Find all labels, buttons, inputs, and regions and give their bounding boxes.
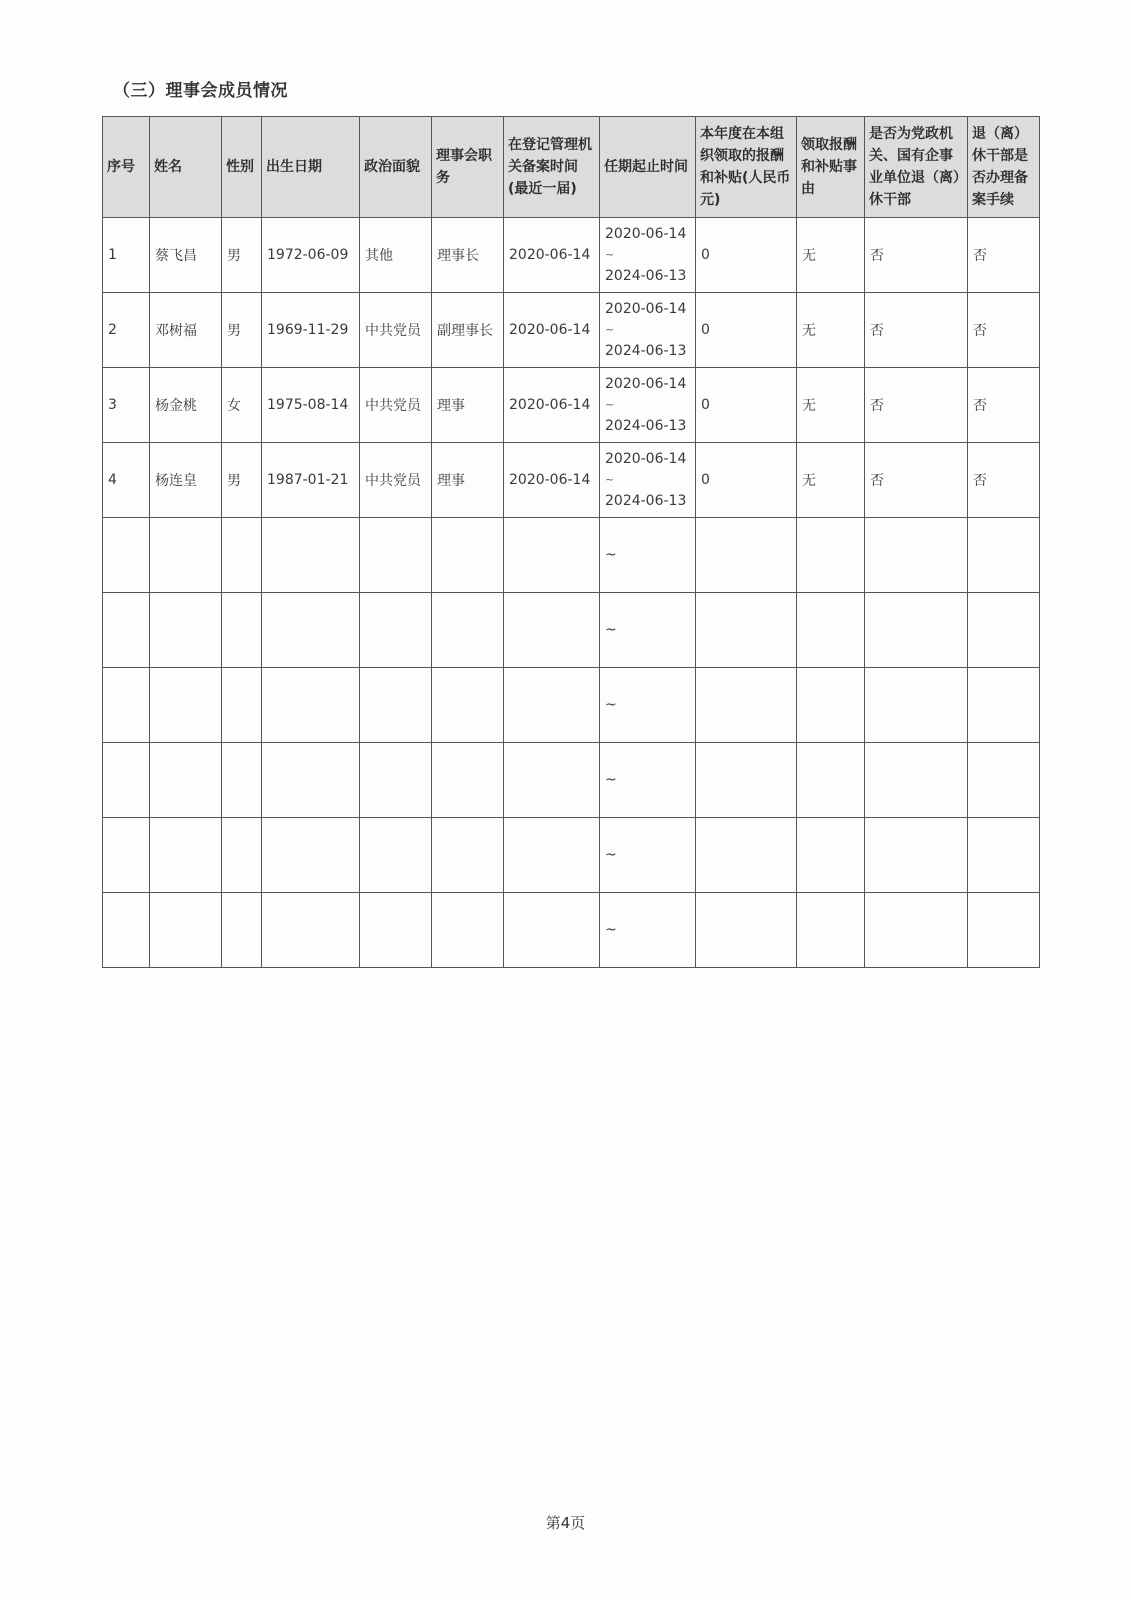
empty-cell bbox=[968, 818, 1040, 893]
empty-cell bbox=[360, 668, 432, 743]
empty-cell bbox=[865, 668, 968, 743]
cell-pay: 0 bbox=[696, 368, 797, 443]
section-title: （三）理事会成员情况 bbox=[113, 81, 288, 101]
empty-cell bbox=[696, 518, 797, 593]
cell-reason: 无 bbox=[797, 218, 865, 293]
cell-pay: 0 bbox=[696, 293, 797, 368]
cell-seq: 4 bbox=[103, 443, 150, 518]
cell-name: 杨连皇 bbox=[150, 443, 222, 518]
empty-table-row bbox=[103, 668, 1040, 743]
empty-cell bbox=[360, 893, 432, 968]
cell-filed: 否 bbox=[968, 368, 1040, 443]
cell-name: 蔡飞昌 bbox=[150, 218, 222, 293]
empty-cell bbox=[150, 818, 222, 893]
cell-filed: 否 bbox=[968, 443, 1040, 518]
empty-cell bbox=[262, 893, 360, 968]
cell-filed: 否 bbox=[968, 218, 1040, 293]
cell-birth: 1969-11-29 bbox=[262, 293, 360, 368]
header-politics: 政治面貌 bbox=[360, 117, 432, 218]
cell-name: 杨金桃 bbox=[150, 368, 222, 443]
term-end: 2024-06-13 bbox=[605, 343, 687, 359]
empty-cell bbox=[103, 593, 150, 668]
empty-cell bbox=[432, 593, 504, 668]
empty-cell bbox=[696, 743, 797, 818]
empty-term-cell: ~ bbox=[600, 593, 696, 668]
empty-cell bbox=[150, 668, 222, 743]
empty-cell bbox=[222, 668, 262, 743]
cell-filing: 2020-06-14 bbox=[504, 443, 600, 518]
empty-cell bbox=[360, 593, 432, 668]
board-members-table bbox=[102, 116, 1040, 968]
cell-gender: 女 bbox=[222, 368, 262, 443]
empty-term-cell: ~ bbox=[600, 893, 696, 968]
cell-position: 理事 bbox=[432, 368, 504, 443]
empty-cell bbox=[222, 518, 262, 593]
cell-term bbox=[600, 293, 696, 368]
empty-cell bbox=[262, 518, 360, 593]
empty-cell bbox=[797, 743, 865, 818]
cell-retired: 否 bbox=[865, 218, 968, 293]
term-start: 2020-06-14 bbox=[605, 301, 687, 317]
empty-cell bbox=[696, 593, 797, 668]
empty-cell bbox=[504, 668, 600, 743]
empty-term-cell: ~ bbox=[600, 668, 696, 743]
empty-cell bbox=[865, 593, 968, 668]
empty-cell bbox=[504, 593, 600, 668]
empty-cell bbox=[222, 818, 262, 893]
cell-politics: 其他 bbox=[360, 218, 432, 293]
header-seq: 序号 bbox=[103, 117, 150, 218]
empty-cell bbox=[696, 893, 797, 968]
cell-gender: 男 bbox=[222, 218, 262, 293]
empty-cell bbox=[103, 818, 150, 893]
term-start: 2020-06-14 bbox=[605, 226, 687, 242]
empty-cell bbox=[797, 593, 865, 668]
empty-cell bbox=[797, 893, 865, 968]
empty-term-cell: ~ bbox=[600, 518, 696, 593]
cell-reason: 无 bbox=[797, 368, 865, 443]
empty-table-row bbox=[103, 818, 1040, 893]
cell-birth: 1975-08-14 bbox=[262, 368, 360, 443]
header-filed: 退（离）休干部是否办理备案手续 bbox=[968, 117, 1040, 218]
empty-cell bbox=[696, 668, 797, 743]
empty-cell bbox=[797, 668, 865, 743]
empty-cell bbox=[222, 743, 262, 818]
empty-cell bbox=[360, 818, 432, 893]
empty-cell bbox=[797, 818, 865, 893]
cell-retired: 否 bbox=[865, 293, 968, 368]
cell-reason: 无 bbox=[797, 293, 865, 368]
empty-cell bbox=[432, 818, 504, 893]
term-end: 2024-06-13 bbox=[605, 493, 687, 509]
empty-cell bbox=[103, 518, 150, 593]
empty-cell bbox=[103, 893, 150, 968]
empty-cell bbox=[150, 893, 222, 968]
header-retired: 是否为党政机关、国有企事业单位退（离）休干部 bbox=[865, 117, 968, 218]
empty-cell bbox=[432, 668, 504, 743]
empty-cell bbox=[968, 518, 1040, 593]
empty-cell bbox=[262, 668, 360, 743]
cell-filed: 否 bbox=[968, 293, 1040, 368]
empty-cell bbox=[968, 668, 1040, 743]
empty-cell bbox=[150, 518, 222, 593]
empty-cell bbox=[262, 743, 360, 818]
empty-table-row bbox=[103, 743, 1040, 818]
term-start: 2020-06-14 bbox=[605, 376, 687, 392]
header-name: 姓名 bbox=[150, 117, 222, 218]
cell-politics: 中共党员 bbox=[360, 443, 432, 518]
empty-cell bbox=[696, 818, 797, 893]
empty-cell bbox=[432, 743, 504, 818]
cell-politics: 中共党员 bbox=[360, 293, 432, 368]
cell-name: 邓树福 bbox=[150, 293, 222, 368]
cell-birth: 1987-01-21 bbox=[262, 443, 360, 518]
header-pay: 本年度在本组织领取的报酬和补贴(人民币元) bbox=[696, 117, 797, 218]
cell-filing: 2020-06-14 bbox=[504, 368, 600, 443]
empty-cell bbox=[150, 743, 222, 818]
cell-pay: 0 bbox=[696, 218, 797, 293]
cell-position: 理事 bbox=[432, 443, 504, 518]
empty-cell bbox=[968, 593, 1040, 668]
cell-filing: 2020-06-14 bbox=[504, 218, 600, 293]
cell-politics: 中共党员 bbox=[360, 368, 432, 443]
page-number: 第4页 bbox=[545, 1514, 586, 1532]
empty-cell bbox=[222, 893, 262, 968]
cell-filing: 2020-06-14 bbox=[504, 293, 600, 368]
term-tilde: ~ bbox=[605, 398, 615, 411]
cell-position: 理事长 bbox=[432, 218, 504, 293]
empty-cell bbox=[432, 518, 504, 593]
cell-term bbox=[600, 218, 696, 293]
cell-retired: 否 bbox=[865, 443, 968, 518]
table-header-row bbox=[103, 117, 1040, 218]
empty-term-cell: ~ bbox=[600, 818, 696, 893]
term-end: 2024-06-13 bbox=[605, 268, 687, 284]
empty-table-row bbox=[103, 518, 1040, 593]
empty-cell bbox=[865, 818, 968, 893]
empty-cell bbox=[504, 743, 600, 818]
empty-cell bbox=[968, 893, 1040, 968]
cell-seq: 3 bbox=[103, 368, 150, 443]
header-reason: 领取报酬和补贴事由 bbox=[797, 117, 865, 218]
cell-position: 副理事长 bbox=[432, 293, 504, 368]
cell-reason: 无 bbox=[797, 443, 865, 518]
cell-seq: 1 bbox=[103, 218, 150, 293]
empty-cell bbox=[865, 743, 968, 818]
empty-cell bbox=[968, 743, 1040, 818]
empty-cell bbox=[103, 668, 150, 743]
empty-cell bbox=[222, 593, 262, 668]
table-row bbox=[103, 293, 1040, 368]
header-filing: 在登记管理机关备案时间(最近一届) bbox=[504, 117, 600, 218]
empty-cell bbox=[262, 593, 360, 668]
empty-cell bbox=[504, 818, 600, 893]
term-end: 2024-06-13 bbox=[605, 418, 687, 434]
cell-seq: 2 bbox=[103, 293, 150, 368]
cell-pay: 0 bbox=[696, 443, 797, 518]
empty-cell bbox=[103, 743, 150, 818]
cell-birth: 1972-06-09 bbox=[262, 218, 360, 293]
table-row bbox=[103, 368, 1040, 443]
header-term: 任期起止时间 bbox=[600, 117, 696, 218]
empty-cell bbox=[262, 818, 360, 893]
empty-cell bbox=[865, 518, 968, 593]
cell-retired: 否 bbox=[865, 368, 968, 443]
header-birth: 出生日期 bbox=[262, 117, 360, 218]
table-row bbox=[103, 218, 1040, 293]
cell-term bbox=[600, 368, 696, 443]
empty-cell bbox=[865, 893, 968, 968]
empty-table-row bbox=[103, 893, 1040, 968]
table-row bbox=[103, 443, 1040, 518]
empty-cell bbox=[432, 893, 504, 968]
term-tilde: ~ bbox=[605, 248, 615, 261]
cell-term bbox=[600, 443, 696, 518]
empty-cell bbox=[797, 518, 865, 593]
empty-cell bbox=[150, 593, 222, 668]
empty-cell bbox=[504, 893, 600, 968]
empty-cell bbox=[504, 518, 600, 593]
term-tilde: ~ bbox=[605, 473, 615, 486]
term-tilde: ~ bbox=[605, 323, 615, 336]
empty-cell bbox=[360, 743, 432, 818]
cell-gender: 男 bbox=[222, 443, 262, 518]
empty-term-cell: ~ bbox=[600, 743, 696, 818]
term-start: 2020-06-14 bbox=[605, 451, 687, 467]
empty-cell bbox=[360, 518, 432, 593]
header-position: 理事会职务 bbox=[432, 117, 504, 218]
cell-gender: 男 bbox=[222, 293, 262, 368]
header-gender: 性别 bbox=[222, 117, 262, 218]
empty-table-row bbox=[103, 593, 1040, 668]
table-body bbox=[103, 218, 1040, 968]
